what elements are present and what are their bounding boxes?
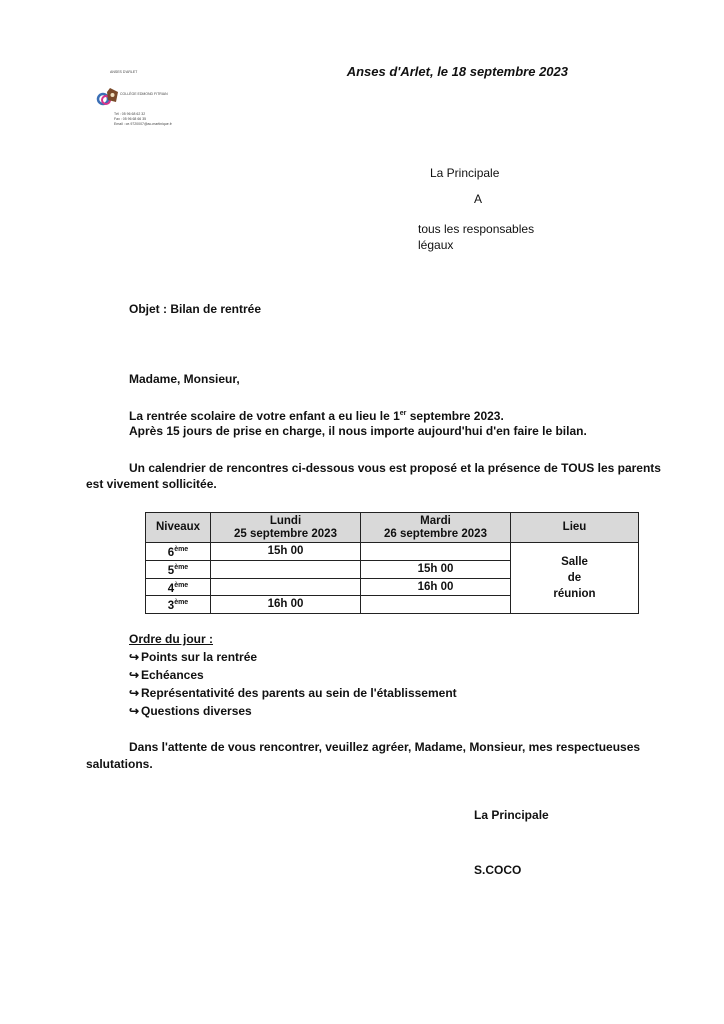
arrow-icon: ↪ [129, 650, 140, 664]
logo-caption-3: Tél : 05 96 68 62 32 [114, 112, 146, 116]
header-lieu: Lieu [511, 513, 639, 543]
header-lundi-day: Lundi [269, 514, 302, 527]
subject-line: Objet : Bilan de rentrée [129, 302, 262, 316]
level-suffix: ème [174, 563, 189, 571]
level-cell [146, 543, 211, 561]
arrow-icon: ↪ [129, 668, 140, 682]
logo-caption-1: ANSES D'ARLET [110, 70, 138, 74]
lieu-cell [511, 543, 639, 614]
level-number: 4 [167, 582, 175, 595]
sender-title: La Principale [430, 166, 500, 180]
lieu-line-2: de [567, 572, 582, 585]
lundi-cell [211, 560, 361, 578]
agenda-title: Ordre du jour : [129, 632, 213, 646]
mardi-cell [361, 543, 511, 561]
level-cell [146, 560, 211, 578]
header-niveaux: Niveaux [146, 513, 211, 543]
paragraph-1-line-1 [129, 406, 504, 424]
level-suffix: ème [174, 581, 189, 589]
arrow-icon: ↪ [129, 704, 140, 718]
logo-caption-5: Email : ce.9720007@ac-martinique.fr [114, 122, 172, 126]
list-item [129, 648, 457, 666]
lundi-cell [211, 578, 361, 596]
schedule-table [145, 512, 639, 614]
signature-name: S.COCO [474, 863, 522, 877]
table-row [146, 543, 639, 561]
p1-text-pre: La rentrée scolaire de votre enfant a eu lieu le 1 [129, 409, 400, 423]
list-item [129, 702, 457, 720]
mardi-cell: 15h 00 [361, 560, 511, 578]
arrow-icon: ↪ [129, 686, 140, 700]
level-cell [146, 578, 211, 596]
closing-line-1: Dans l'attente de vous rencontrer, veuillez agréer, Madame, Monsieur, mes respectueuses [129, 740, 641, 754]
recipient-a: A [474, 192, 483, 206]
paragraph-2-line-2: est vivement sollicitée. [86, 477, 217, 491]
level-number: 6 [167, 546, 175, 559]
list-item [129, 684, 457, 702]
paragraph-1-line-2: Après 15 jours de prise en charge, il nous importe aujourd'hui d'en faire le bilan. [129, 424, 587, 438]
header-lundi [211, 513, 361, 543]
paragraph-2-line-1: Un calendrier de rencontres ci-dessous vous est proposé et la présence de TOUS les parents [129, 461, 661, 475]
logo-emblem [96, 86, 118, 108]
recipient-line-2: légaux [418, 238, 454, 252]
lieu-line-1: Salle [561, 556, 588, 569]
list-item [129, 666, 457, 684]
lundi-cell: 15h 00 [211, 543, 361, 561]
agenda-list [129, 648, 457, 720]
closing-line-2: salutations. [86, 757, 153, 771]
level-suffix: ème [174, 546, 189, 553]
lieu-line-3: réunion [553, 588, 596, 601]
agenda-item-text: Points sur la rentrée [141, 650, 258, 664]
level-suffix: ème [174, 599, 189, 607]
header-mardi [361, 513, 511, 543]
agenda-item-text: Echéances [141, 668, 204, 682]
level-number: 5 [167, 564, 175, 577]
agenda-item-text: Représentativité des parents au sein de l'établissement [141, 686, 457, 700]
logo-caption-2: COLLÈGE EDMOND FITRIAN [120, 92, 168, 96]
date-line: Anses d'Arlet, le 18 septembre 2023 [346, 64, 568, 79]
agenda-item-text: Questions diverses [141, 704, 252, 718]
salutation: Madame, Monsieur, [129, 372, 240, 386]
recipient-line-1: tous les responsables [418, 222, 535, 236]
signature-title: La Principale [474, 808, 549, 822]
level-number: 3 [167, 600, 175, 613]
school-logo [96, 70, 216, 130]
p1-sup: er [399, 410, 407, 417]
header-lundi-date: 25 septembre 2023 [234, 527, 337, 540]
mardi-cell [361, 596, 511, 614]
lundi-cell: 16h 00 [211, 596, 361, 614]
p1-text-post: septembre 2023. [406, 409, 504, 423]
level-cell [146, 596, 211, 614]
logo-caption-4: Fax : 05 96 68 66 35 [114, 117, 147, 121]
header-mardi-day: Mardi [420, 514, 451, 527]
header-mardi-date: 26 septembre 2023 [384, 527, 487, 540]
mardi-cell: 16h 00 [361, 578, 511, 596]
